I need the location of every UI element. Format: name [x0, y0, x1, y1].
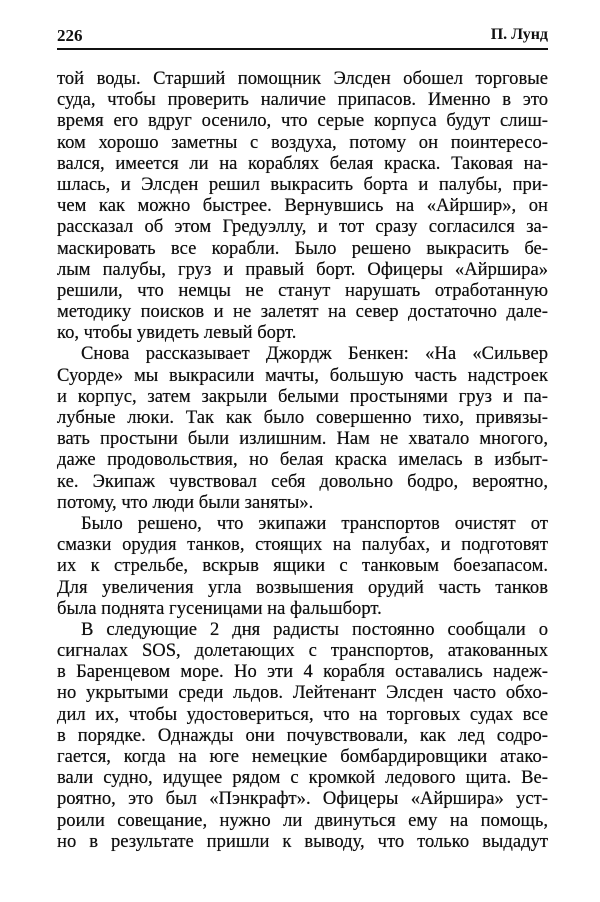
text-line: но укрытыми среди льдов. Лейтенант Элсден часто обхо-	[57, 682, 548, 704]
text-line: в порядке. Однажды они почувствовали, как лед содро-	[57, 724, 548, 746]
text-line: лубные люки. Так как было совершенно тихо, привязы-	[57, 407, 548, 428]
text-line: в Баренцевом море. Но эти 4 корабля оставались надеж-	[57, 661, 548, 683]
text-line: роили совещание, нужно ли двинуться ему на помощь,	[57, 809, 548, 831]
text-line: потому, что люди были заняты».	[57, 491, 314, 513]
running-header-author: П. Лунд	[490, 26, 548, 43]
text-line: вался, имеется ли на кораблях белая краска. Таковая на-	[57, 152, 548, 174]
text-line: Было решено, что экипажи транспортов очистят от	[81, 512, 548, 534]
text-line: гается, когда на юге немецкие бомбардировщики атако-	[57, 746, 548, 767]
page-number: 226	[57, 26, 83, 45]
text-line: методику поисков и не залетят на север достаточно дале-	[57, 301, 548, 323]
text-line: рассказал об этом Гредуэллу, и тот сразу согласился за-	[57, 216, 548, 238]
text-line: лым палубы, груз и правый борт. Офицеры «Айршира»	[57, 258, 548, 280]
page-body-text	[57, 68, 548, 852]
paragraph	[57, 513, 548, 619]
paragraph	[57, 68, 548, 343]
text-line: ком хорошо заметны с воздуха, потому он поинтересо-	[57, 131, 548, 153]
text-line: Суорде» мы выкрасили мачты, большую часть надстроек	[57, 364, 548, 386]
text-line: решили, что немцы не станут нарушать отработанную	[57, 279, 548, 301]
text-line: маскировать все корабли. Было решено выкрасить бе-	[57, 237, 548, 259]
text-line: время его вдруг осенило, что серые корпуса будут слиш-	[57, 110, 548, 132]
paragraph	[57, 343, 548, 513]
text-line: сигналах SOS, долетающих с транспортов, атакованных	[57, 640, 548, 662]
text-line: той воды. Старший помощник Элсден обошел торговые	[57, 68, 548, 89]
text-line: ко, чтобы увидеть левый борт.	[57, 322, 297, 344]
running-header	[57, 26, 548, 50]
text-line: их к стрельбе, вскрыв ящики с танковым боезапасом.	[57, 555, 548, 577]
paragraph	[57, 619, 548, 852]
text-line: Снова рассказывает Джордж Бенкен: «На «Сильвер	[81, 343, 548, 365]
text-line: но в результате пришли к выводу, что только выдадут	[57, 830, 548, 852]
text-line: и корпус, затем закрыли белыми простынями груз и па-	[57, 385, 548, 407]
text-line: дил их, чтобы удостовериться, что на торговых судах все	[57, 703, 548, 725]
text-line: даже продовольствия, но белая краска имелась в избыт-	[57, 449, 548, 471]
text-line: вали судно, идущее рядом с кромкой ледового щита. Ве-	[57, 767, 548, 789]
text-line: В следующие 2 дня радисты постоянно сообщали о	[81, 618, 548, 640]
text-line: чем как можно быстрее. Вернувшись на «Айршир», он	[57, 195, 548, 217]
text-line: вать простыни были излишним. Нам не хватало многого,	[57, 428, 548, 450]
text-line: роятно, это был «Пэнкрафт». Офицеры «Айршира» уст-	[57, 788, 548, 810]
text-line: шлась, и Элсден решил выкрасить борта и палубы, при-	[57, 173, 548, 195]
text-line: была поднята гусеницами на фальшборт.	[57, 597, 382, 619]
text-line: смазки орудия танков, стоящих на палубах, и подготовят	[57, 534, 548, 556]
text-line: ке. Экипаж чувствовал себя довольно бодро, вероятно,	[57, 470, 548, 492]
text-line: Для увеличения угла возвышения орудий часть танков	[57, 576, 548, 598]
text-line: суда, чтобы проверить наличие припасов. Именно в это	[57, 89, 548, 111]
